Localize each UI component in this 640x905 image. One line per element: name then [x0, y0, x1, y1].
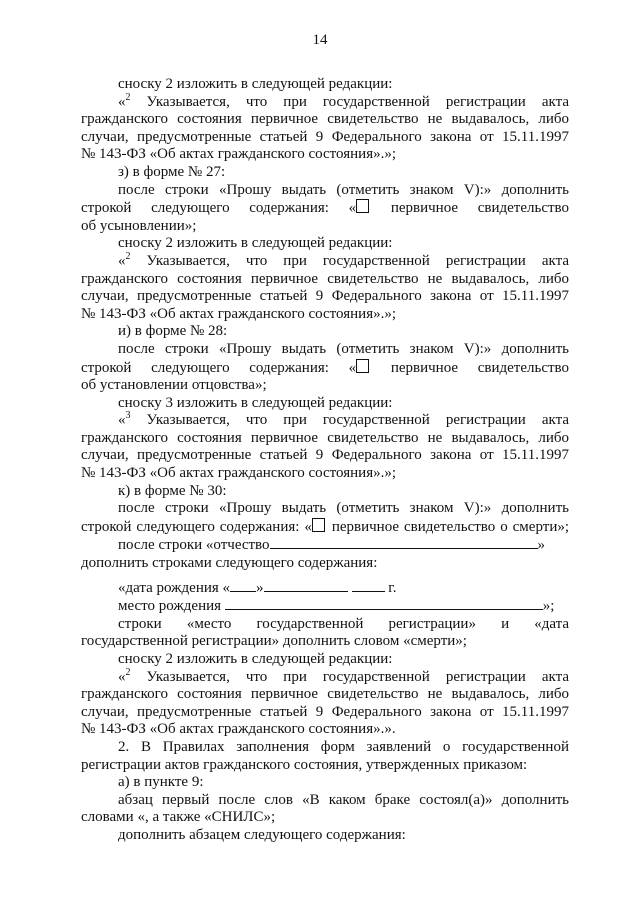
paragraph-line: к) в форме № 30: — [118, 482, 227, 499]
footnote-marker: 2 — [125, 666, 131, 678]
paragraph-line: сноску 2 изложить в следующей редакции: — [118, 651, 393, 667]
paragraph-line: дополнить абзацем следующего содержания: — [118, 826, 406, 843]
text-part: строкой следующего содержания: « — [81, 518, 312, 535]
paragraph-line: об установлении отцовства»; — [81, 377, 267, 394]
paragraph-line: гражданского состояния первичное свидетельство не выдавалось, либо — [81, 686, 569, 703]
text: место рождения — [118, 598, 222, 615]
paragraph-line: случаи, предусмотренные статьей 9 Федерального закона от 15.11.1997 — [81, 128, 569, 145]
blank-line — [264, 579, 348, 592]
text: первичное свидетельство — [390, 359, 570, 376]
paragraph-line — [81, 597, 569, 616]
paragraph-line: № 143-ФЗ «Об актах гражданского состояния».»; — [81, 146, 397, 163]
paragraph-line — [81, 666, 570, 687]
page-number: 14 — [312, 32, 328, 48]
blank-line — [225, 597, 543, 610]
checkbox-icon — [356, 199, 369, 213]
paragraph-line: № 143-ФЗ «Об актах гражданского состояния».»; — [81, 465, 397, 482]
paragraph-line: гражданского состояния первичное свидетельство не выдавалось, либо — [81, 111, 569, 128]
text: » — [256, 579, 264, 596]
paragraph-line — [81, 412, 569, 430]
paragraph-line: случаи, предусмотренные статьей 9 Федерального закона от 15.11.1997 — [81, 288, 569, 305]
text: строкой следующего содержания: — [81, 359, 329, 376]
paragraph-line: случаи, предусмотренные статьей 9 Федерального закона от 15.11.1997 — [81, 447, 569, 464]
paragraph-line: после строки «Прошу выдать (отметить знаком V):» дополнить — [118, 500, 569, 517]
paragraph-line: а) в пункте 9: — [118, 774, 204, 791]
quote-mark: « — [348, 200, 357, 217]
blank-line — [230, 579, 256, 592]
quote-mark: « — [348, 359, 357, 376]
paragraph-line: и) в форме № 28: — [118, 323, 228, 340]
text: первичное свидетельство о смерти»; — [331, 518, 570, 535]
text: Указывается, что при государственной регистрации акта — [146, 668, 570, 685]
paragraph-line: № 143-ФЗ «Об актах гражданского состояния».»; — [81, 305, 397, 322]
paragraph-line: об усыновлении»; — [81, 217, 197, 234]
text: »; — [542, 598, 555, 615]
text: « — [118, 412, 126, 429]
paragraph-line: сноску 2 изложить в следующей редакции: — [118, 235, 393, 252]
paragraph-line: государственной регистрации» дополнить словом «смерти»; — [81, 633, 467, 650]
document-body — [81, 76, 569, 845]
paragraph-line: строки «место государственной регистрации» и «дата — [118, 615, 569, 632]
paragraph-line: абзац первый после слов «В каком браке состоял(а)» дополнить — [118, 791, 569, 808]
text: после строки «отчество — [118, 537, 270, 554]
blank-line — [352, 579, 385, 592]
text: строкой следующего содержания: — [81, 200, 329, 217]
text: Указывается, что при государственной регистрации акта — [146, 412, 570, 429]
checkbox-icon — [312, 518, 325, 532]
blank-line — [270, 536, 538, 549]
paragraph-line: 2. В Правилах заполнения форм заявлений о государственной — [118, 738, 569, 755]
paragraph-line: словами «, а также «СНИЛС»; — [81, 809, 276, 826]
text — [81, 519, 327, 535]
footnote-marker: 3 — [125, 410, 131, 422]
text: « — [118, 93, 126, 110]
text: Указывается, что при государственной регистрации акта — [146, 93, 570, 110]
paragraph-line — [81, 91, 570, 112]
text: » — [537, 537, 546, 554]
paragraph-line — [81, 250, 570, 271]
footnote-marker: 2 — [125, 91, 131, 103]
text: г. — [388, 579, 397, 596]
paragraph-line — [81, 536, 569, 555]
paragraph-line — [81, 359, 569, 378]
paragraph-line — [81, 579, 569, 598]
paragraph-line: № 143-ФЗ «Об актах гражданского состояния».». — [81, 721, 396, 738]
paragraph-line — [81, 199, 569, 218]
text: « — [118, 252, 126, 269]
paragraph-line: сноску 3 изложить в следующей редакции: — [118, 394, 393, 411]
footnote-marker: 2 — [125, 250, 131, 262]
text: Указывается, что при государственной регистрации акта — [146, 252, 570, 269]
paragraph-line: после строки «Прошу выдать (отметить знаком V):» дополнить — [118, 340, 569, 357]
text — [349, 360, 372, 376]
paragraph-line: з) в форме № 27: — [118, 163, 226, 180]
paragraph-line: регистрации актов гражданского состояния, утвержденных приказом: — [81, 756, 528, 773]
checkbox-icon — [356, 359, 369, 373]
paragraph-line: сноску 2 изложить в следующей редакции: — [118, 76, 393, 92]
paragraph-line: гражданского состояния первичное свидетельство не выдавалось, либо — [81, 270, 569, 287]
text — [349, 200, 372, 216]
paragraph-line: случаи, предусмотренные статьей 9 Федерального закона от 15.11.1997 — [81, 703, 569, 720]
paragraph-line: дополнить строками следующего содержания: — [81, 555, 378, 572]
text: «дата рождения « — [118, 579, 231, 596]
paragraph-line: после строки «Прошу выдать (отметить знаком V):» дополнить — [118, 181, 569, 198]
paragraph-line: гражданского состояния первичное свидетельство не выдавалось, либо — [81, 429, 569, 446]
text: первичное свидетельство — [390, 200, 570, 217]
paragraph-line — [81, 518, 569, 537]
text: « — [118, 668, 126, 685]
